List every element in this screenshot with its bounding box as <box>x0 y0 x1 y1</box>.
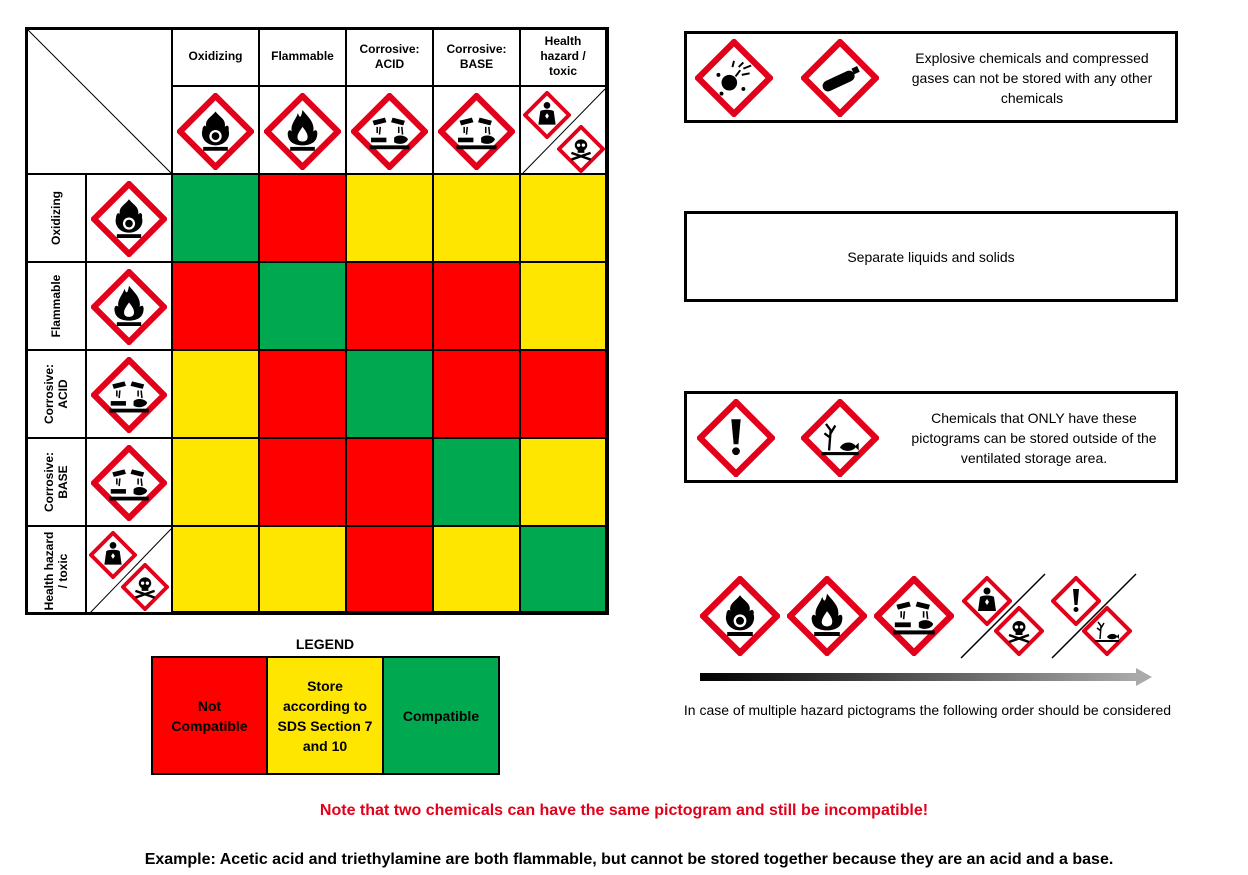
skull-crossbones-icon <box>121 563 169 611</box>
matrix-cell-green <box>346 350 433 438</box>
matrix-cell-yellow <box>433 174 520 262</box>
col-header-corrosive-base <box>433 27 520 86</box>
matrix-cell-red <box>172 262 259 350</box>
priority-arrow <box>700 668 1155 686</box>
matrix-cell-green <box>520 526 606 612</box>
col-label: Corrosive: ACID <box>359 41 420 71</box>
row-icon-cell-oxidizing <box>86 174 172 262</box>
skull-crossbones-icon <box>557 125 605 173</box>
matrix-cell-green <box>433 438 520 526</box>
row-label: Corrosive: ACID <box>41 363 70 425</box>
matrix-cell-yellow <box>433 526 520 612</box>
compatibility-matrix <box>25 27 609 615</box>
matrix-cell-red <box>346 438 433 526</box>
matrix-cell-yellow <box>520 262 606 350</box>
row-label: Corrosive: BASE <box>41 451 70 513</box>
gas-cylinder-icon <box>801 39 879 117</box>
row-header-oxidizing <box>25 174 86 262</box>
corner-diagonal <box>26 28 173 175</box>
matrix-cell-yellow <box>259 526 346 612</box>
corrosion-icon <box>91 357 167 433</box>
row-header-corrosive-base <box>25 438 86 526</box>
matrix-cell-red <box>433 262 520 350</box>
matrix-cell-red <box>520 350 606 438</box>
priority-caption: In case of multiple hazard pictograms the following order should be considered <box>683 702 1172 718</box>
matrix-cells <box>172 174 606 612</box>
flame-icon <box>91 269 167 345</box>
explosive-info-box <box>684 31 1178 123</box>
row-icon-cell-acid <box>86 350 172 438</box>
outside-storage-info-box <box>684 391 1178 483</box>
legend-store-sds <box>268 658 384 773</box>
oxidizer-icon <box>91 181 167 257</box>
matrix-cell-yellow <box>172 350 259 438</box>
explosive-info-text: Explosive chemicals and compressed gases can not be stored with any other chemicals <box>911 50 1153 106</box>
outside-storage-info-text: Chemicals that ONLY have these pictograms can be stored outside of the ventilated storage area. <box>911 410 1157 466</box>
col-icon-cell-acid <box>346 86 433 174</box>
environment-icon <box>1082 606 1132 656</box>
matrix-cell-red <box>259 350 346 438</box>
corrosion-icon <box>438 93 515 170</box>
col-icon-cell-base <box>433 86 520 174</box>
matrix-cell-yellow <box>520 174 606 262</box>
col-header-health-toxic <box>520 27 606 86</box>
skull-crossbones-icon <box>994 606 1044 656</box>
exclamation-mark-icon <box>697 399 775 477</box>
row-header-flammable <box>25 262 86 350</box>
corrosion-icon <box>351 93 428 170</box>
matrix-cell-yellow <box>346 174 433 262</box>
corrosion-icon <box>91 445 167 521</box>
row-header-health-toxic <box>25 526 86 615</box>
legend <box>151 656 500 775</box>
col-label: Flammable <box>271 49 334 63</box>
environment-icon <box>801 399 879 477</box>
row-icon-cell-health <box>86 526 172 615</box>
oxidizer-icon <box>700 576 780 656</box>
row-label: Flammable <box>48 274 63 338</box>
row-header-corrosive-acid <box>25 350 86 438</box>
row-label: Health hazard / toxic <box>41 531 70 610</box>
legend-compatible <box>384 658 498 773</box>
legend-not-compatible <box>153 658 268 773</box>
exploding-bomb-icon <box>695 39 773 117</box>
flame-icon <box>264 93 341 170</box>
separate-info-box <box>684 211 1178 302</box>
row-label: Oxidizing <box>48 191 63 245</box>
oxidizer-icon <box>177 93 254 170</box>
col-label: Health hazard / toxic <box>540 34 586 78</box>
legend-label: Store according to SDS Section 7 and 10 <box>277 677 373 754</box>
example-note: Example: Acetic acid and triethylamine are both flammable, but cannot be stored together because they are an acid and a base. <box>144 851 1114 868</box>
col-header-oxidizing <box>172 27 259 86</box>
matrix-cell-red <box>433 350 520 438</box>
matrix-cell-yellow <box>520 438 606 526</box>
col-header-corrosive-acid <box>346 27 433 86</box>
matrix-cell-red <box>259 174 346 262</box>
col-label: Oxidizing <box>188 49 243 63</box>
warning-note: Note that two chemicals can have the same pictogram and still be incompatible! <box>319 802 929 819</box>
corrosion-icon <box>874 576 954 656</box>
legend-title: LEGEND <box>295 636 355 652</box>
matrix-cell-red <box>259 438 346 526</box>
legend-label: Compatible <box>402 707 480 724</box>
legend-label: Not Compatible <box>171 697 248 734</box>
matrix-cell-red <box>346 526 433 612</box>
flame-icon <box>787 576 867 656</box>
row-icon-cell-flammable <box>86 262 172 350</box>
matrix-cell-yellow <box>172 526 259 612</box>
col-header-flammable <box>259 27 346 86</box>
col-label: Corrosive: BASE <box>446 41 507 71</box>
matrix-cell-green <box>259 262 346 350</box>
matrix-cell-red <box>346 262 433 350</box>
matrix-cell-yellow <box>172 438 259 526</box>
row-icon-cell-base <box>86 438 172 526</box>
col-icon-cell-health <box>520 86 606 174</box>
col-icon-cell-flammable <box>259 86 346 174</box>
matrix-cell-green <box>172 174 259 262</box>
col-icon-cell-oxidizing <box>172 86 259 174</box>
separate-info-text: Separate liquids and solids <box>847 249 1015 265</box>
matrix-corner <box>25 27 172 174</box>
